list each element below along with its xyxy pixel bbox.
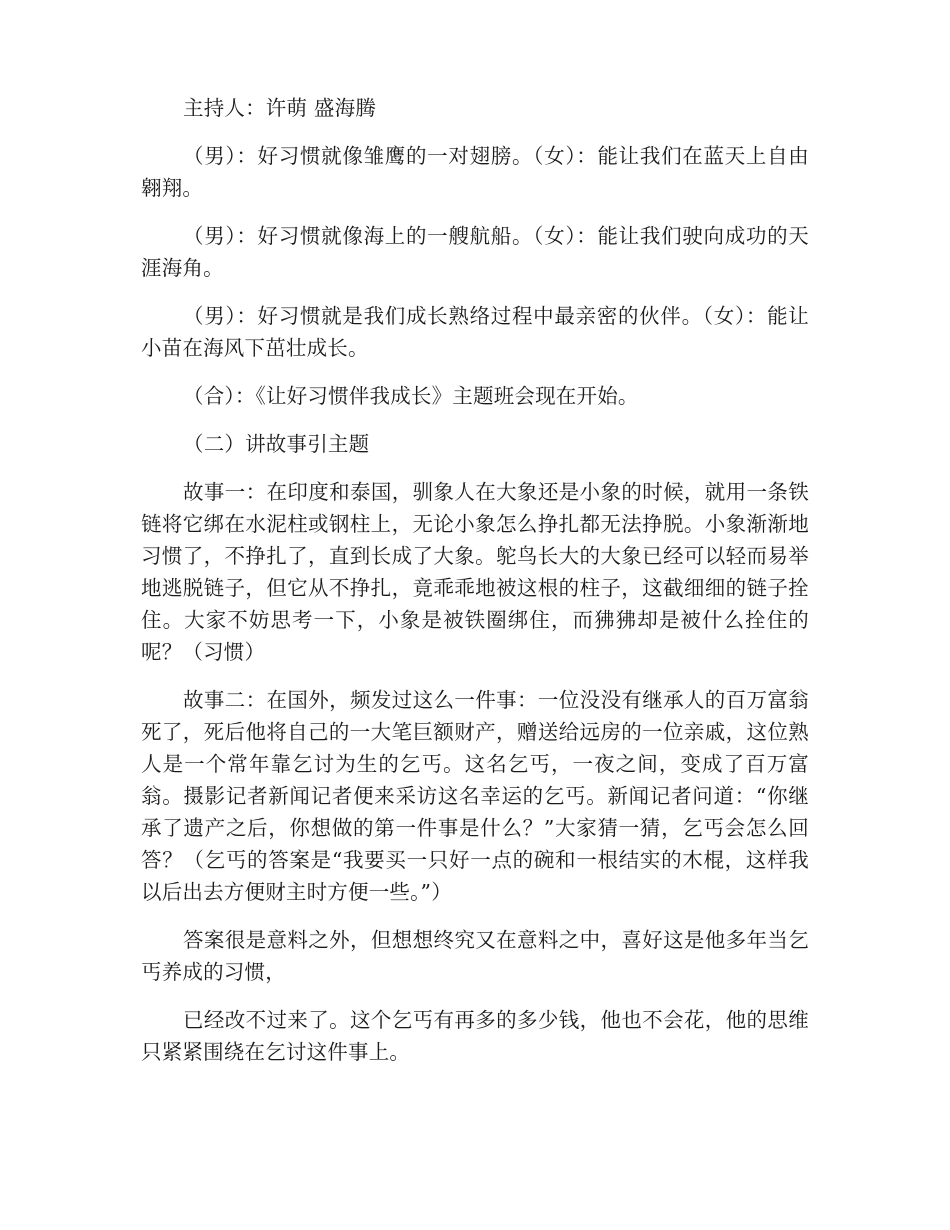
dialogue-paragraph-1: （男）：好习惯就像雏鹰的一对翅膀。（女）：能让我们在蓝天上自由翱翔。 [141,144,809,200]
story-two-paragraph: 故事二：在国外，频发过这么一件事：一位没没有继承人的百万富翁死了，死后他将自己的一大笔巨额财产，赠送给远房的一位亲戚，这位熟人是一个常年靠乞讨为生的乞丐。这名乞丐，一夜之间，变成了百万富翁。摄影记者新闻记者便来采访这名幸运的乞丐。新闻记者问道：“你继承了遗产之后，你想做的第一件事是什么？”大家猜一猜，乞丐会怎么回答？（乞丐的答案是“我要买一只好一点的碗和一根结实的木棍，这样我以后出去方便财主时方便一些。”） [141,688,809,904]
document-body [141,92,809,1084]
opening-line: （合）：《让好习惯伴我成长》主题班会现在开始。 [183,384,639,408]
dialogue-paragraph-3: （男）：好习惯就是我们成长熟络过程中最亲密的伙伴。（女）：能让小苗在海风下茁壮成长。 [141,304,809,360]
story-one-paragraph: 故事一：在印度和泰国，驯象人在大象还是小象的时候，就用一条铁链将它绑在水泥柱或钢柱上，无论小象怎么挣扎都无法挣脱。小象渐渐地习惯了，不挣扎了，直到长成了大象。鸵鸟长大的大象已经可以轻而易举地逃脱链子，但它从不挣扎，竟乖乖地被这根的柱子，这截细细的链子拴住。大家不妨思考一下，小象是被铁圈绑住，而狒狒却是被什么拴住的呢？（习惯） [141,480,809,664]
dialogue-paragraph-2: （男）：好习惯就像海上的一艘航船。（女）：能让我们驶向成功的天涯海角。 [141,224,809,280]
answer-paragraph: 答案很是意料之外，但想想终究又在意料之中，喜好这是他多年当乞丐养成的习惯， [141,928,809,984]
host-line: 主持人：许萌 盛海腾 [183,96,377,120]
conclusion-paragraph: 已经改不过来了。这个乞丐有再多的多少钱，他也不会花，他的思维只紧紧围绕在乞讨这件事上。 [141,1008,809,1064]
section-heading: （二）讲故事引主题 [183,432,370,456]
